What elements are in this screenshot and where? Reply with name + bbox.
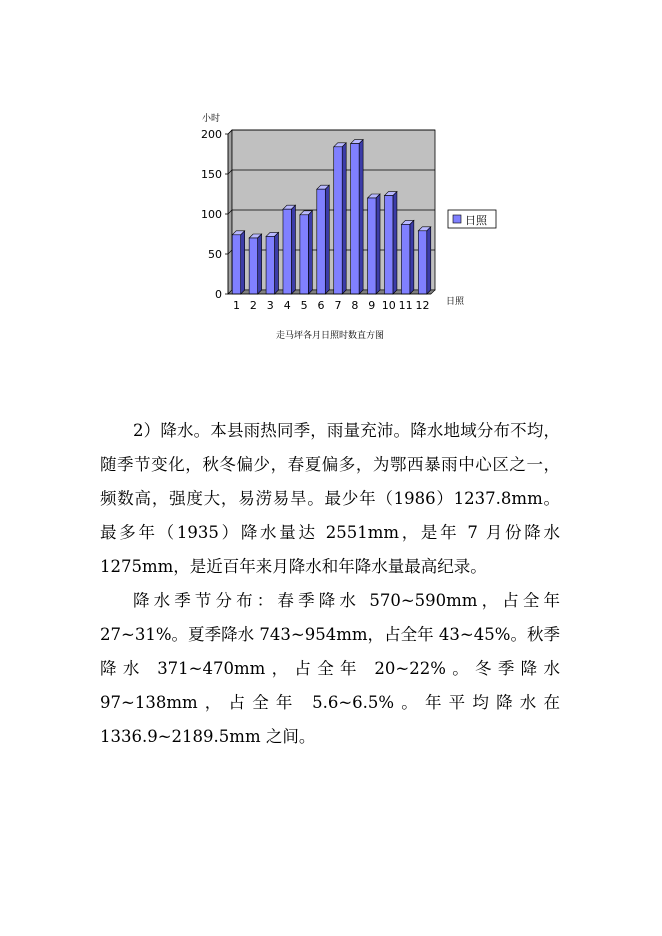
bar-side — [258, 234, 262, 294]
bar — [401, 224, 409, 294]
bar — [351, 144, 359, 294]
x-tick-label: 5 — [300, 299, 308, 312]
x-tick-label: 7 — [334, 299, 342, 312]
bar-side — [241, 231, 245, 294]
bar — [283, 209, 291, 294]
chart-caption: 走马坪各月日照时数直方图 — [275, 331, 384, 341]
bar-side — [308, 211, 312, 294]
bar — [249, 238, 257, 294]
legend-label: 日照 — [465, 214, 487, 227]
bar — [232, 235, 240, 294]
body-text — [100, 414, 560, 754]
bar — [418, 231, 426, 294]
bar-side — [393, 192, 397, 294]
x-tick-label: 10 — [381, 299, 396, 312]
x-tick-label: 9 — [368, 299, 376, 312]
x-tick-label: 1 — [232, 299, 240, 312]
bar-side — [427, 227, 431, 294]
paragraph-seasonal-distribution: 降水季节分布：春季降水 570~590mm，占全年 27~31%。夏季降水 743~954mm，占全年 43~45%。秋季降水 371~470mm，占全年 20~22%。冬季降水 97~138mm，占全年 5.6~6.5%。年平均降水在 1336.9~2189.5mm 之间。 — [100, 591, 560, 746]
y-tick-label: 150 — [201, 168, 222, 181]
x-tick-label: 6 — [317, 299, 325, 312]
bar — [317, 189, 325, 294]
bar-side — [376, 194, 380, 294]
x-tick-label: 3 — [266, 299, 274, 312]
legend — [448, 210, 496, 228]
y-tick-label: 0 — [215, 288, 222, 301]
x-tick-label: 8 — [351, 299, 359, 312]
y-tick-label: 200 — [201, 128, 222, 141]
bar — [368, 198, 376, 294]
bar — [300, 215, 308, 294]
bar-side — [275, 232, 279, 294]
x-axis-label: 日照 — [446, 297, 465, 307]
bar-side — [359, 140, 363, 294]
y-tick-label: 100 — [201, 208, 222, 221]
bar-side — [410, 220, 414, 294]
bar — [334, 147, 342, 294]
x-tick-label: 11 — [398, 299, 413, 312]
bar-side — [342, 143, 346, 294]
x-tick-label: 12 — [415, 299, 430, 312]
legend-swatch — [453, 215, 461, 223]
bar — [384, 196, 392, 294]
bar — [266, 236, 274, 294]
bar-side — [325, 185, 329, 294]
bar-side — [291, 205, 295, 294]
sunshine-bar-chart — [190, 108, 487, 312]
x-tick-label: 2 — [249, 299, 257, 312]
paragraph-precipitation: 2）降水。本县雨热同季，雨量充沛。降水地域分布不均，随季节变化，秋冬偏少，春夏偏多，为鄂西暴雨中心区之一，频数高，强度大，易涝易旱。最少年（1986）1237.8mm。最多年（1935）降水量达 2551mm，是年 7 月份降水 1275mm，是近百年来月降水和年降水量最高纪录。 — [100, 421, 560, 576]
y-axis-label: 小时 — [202, 114, 221, 124]
y-tick-label: 50 — [208, 248, 222, 261]
x-tick-label: 4 — [283, 299, 291, 312]
